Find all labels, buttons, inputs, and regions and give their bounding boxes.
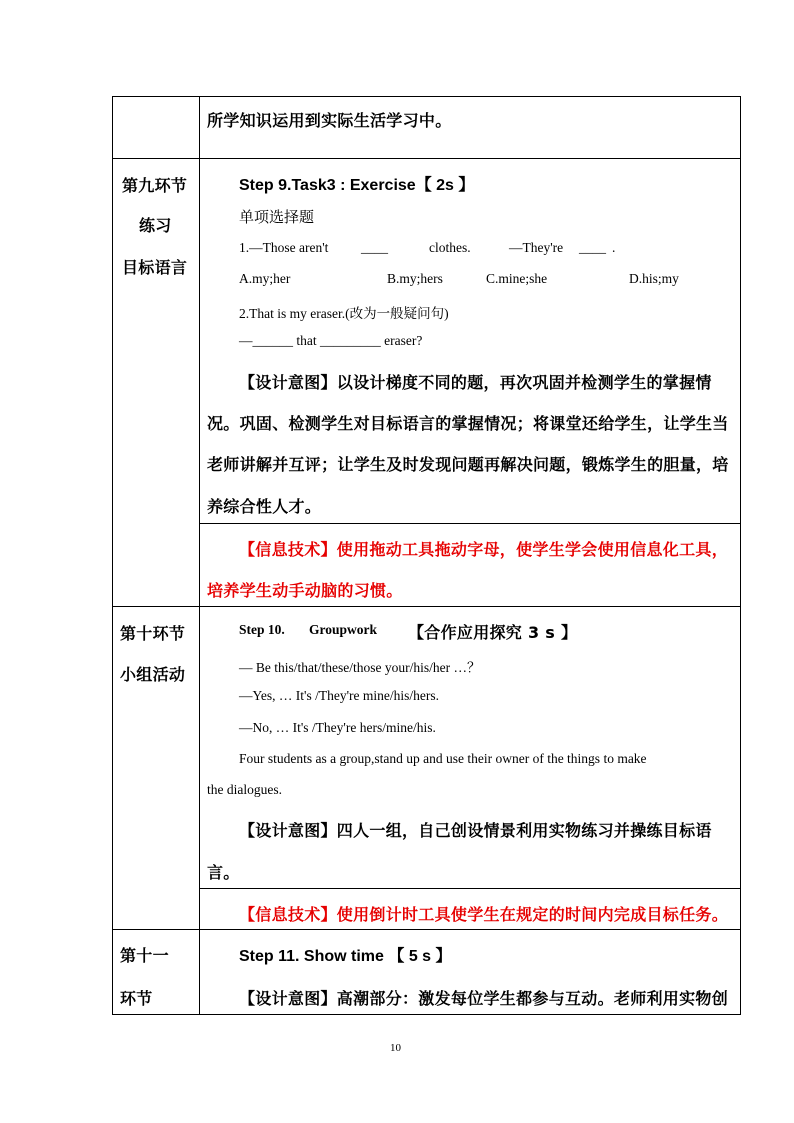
- step10-number: Step 10.: [239, 622, 285, 637]
- row0-text: 所学知识运用到实际生活学习中。: [207, 111, 452, 130]
- row3-label-line: 环节: [120, 989, 153, 1008]
- info-tech-line: 培养学生动手动脑的习惯。: [207, 581, 403, 600]
- question1-part: .: [612, 240, 616, 255]
- exercise-title: 单项选择题: [239, 208, 315, 226]
- design-intent-line: 言。: [207, 863, 240, 882]
- column-divider: [199, 96, 200, 1015]
- design-intent-line: 【设计意图】四人一组，自己创设情景利用实物练习并操练目标语: [239, 821, 712, 840]
- instruction-line: Four students as a group,stand up and use their owner of the things to make: [239, 751, 647, 766]
- step9-heading: Step 9.Task3 : Exercise【 2s 】: [239, 177, 475, 194]
- design-intent-line: 【设计意图】高潮部分：激发每位学生都参与互动。老师利用实物创: [239, 989, 729, 1008]
- row3-label-line: 第十一: [120, 946, 169, 965]
- dialogue-line: —Yes, … It's /They're mine/his/hers.: [239, 688, 439, 703]
- question1-blank: ____: [579, 240, 606, 255]
- page-number: 10: [390, 1042, 401, 1054]
- row-divider: [112, 158, 741, 159]
- option-b: B.my;hers: [387, 271, 443, 286]
- row1-label-line: 练习: [139, 216, 172, 235]
- question2: 2.That is my eraser.(改为一般疑问句): [239, 306, 449, 321]
- question2-answer: —______ that _________ eraser?: [239, 333, 423, 348]
- option-d: D.his;my: [629, 271, 679, 286]
- step11-heading: Step 11. Show time 【 5 s 】: [239, 948, 452, 965]
- question1-part: 1.—Those aren't: [239, 240, 329, 255]
- design-intent-line: 老师讲解并互评；让学生及时发现问题再解决问题，锻炼学生的胆量，培: [207, 455, 729, 474]
- table-border: [112, 1014, 741, 1015]
- option-a: A.my;her: [239, 271, 291, 286]
- dialogue-line: — Be this/that/these/those your/his/her …？: [239, 660, 481, 675]
- design-intent-line: 【设计意图】以设计梯度不同的题，再次巩固并检测学生的掌握情: [239, 373, 712, 392]
- row2-label-line: 小组活动: [120, 665, 186, 684]
- design-intent-line: 况。巩固、检测学生对目标语言的掌握情况；将课堂还给学生，让学生当: [207, 414, 729, 433]
- info-tech-line: 【信息技术】使用拖动工具拖动字母，使学生学会使用信息化工具，: [239, 540, 729, 559]
- cell-divider: [199, 888, 741, 889]
- design-intent-line: 养综合性人才。: [207, 497, 322, 516]
- row1-label-line: 第九环节: [122, 176, 188, 195]
- cell-divider: [199, 523, 741, 524]
- option-c: C.mine;she: [486, 271, 548, 286]
- row-divider: [112, 929, 741, 930]
- question1-part: clothes.: [429, 240, 471, 255]
- table-border: [112, 96, 113, 1015]
- table-border: [740, 96, 741, 1015]
- row-divider: [112, 606, 741, 607]
- dialogue-line: —No, … It's /They're hers/mine/his.: [239, 720, 436, 735]
- row2-label-line: 第十环节: [120, 624, 186, 643]
- row1-label-line: 目标语言: [122, 258, 188, 277]
- table-border: [112, 96, 741, 97]
- step10-tag: 【合作应用探究 3 s 】: [408, 623, 578, 642]
- instruction-line: the dialogues.: [207, 782, 282, 797]
- question1-part: —They're: [509, 240, 564, 255]
- info-tech-line: 【信息技术】使用倒计时工具使学生在规定的时间内完成目标任务。: [239, 905, 729, 924]
- question1-blank: ____: [361, 240, 388, 255]
- step10-title: Groupwork: [309, 622, 378, 637]
